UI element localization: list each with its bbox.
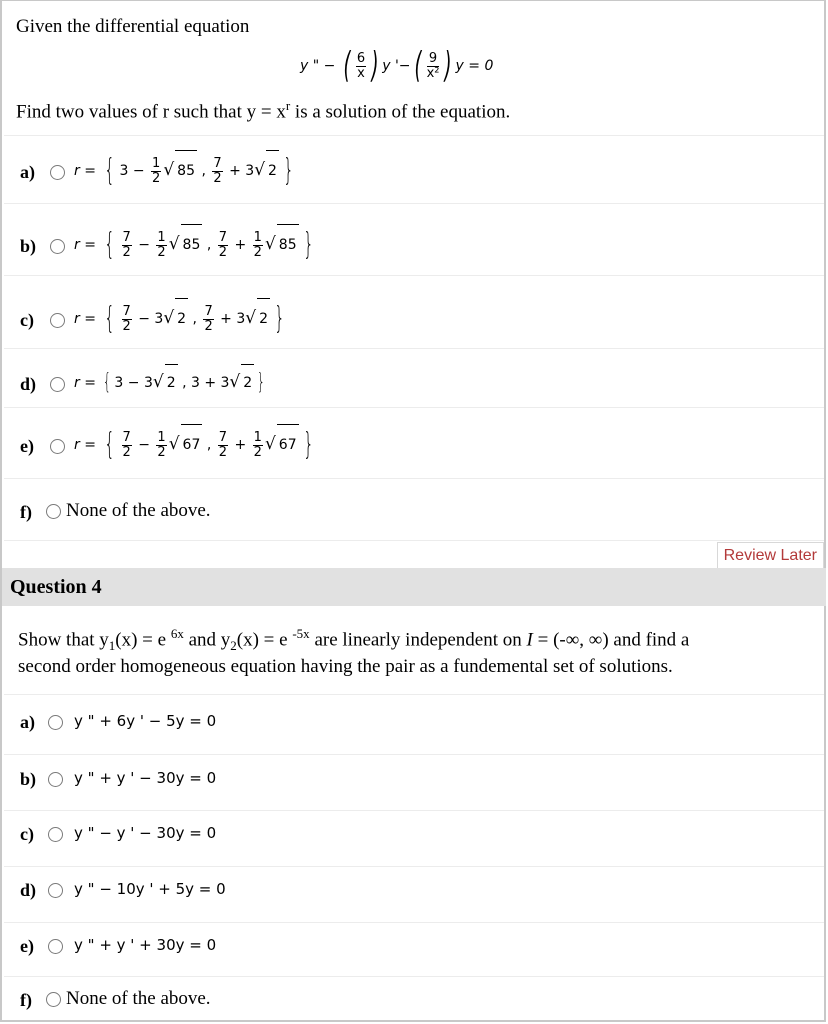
q3-option-a-radio[interactable]	[50, 165, 65, 180]
q4-option-f-radio[interactable]	[46, 992, 61, 1007]
q4-option-b-radio[interactable]	[48, 772, 63, 787]
q3-option-e-formula: r = { $\frac{7}{2}$ − $\frac{1}{2}$ √ 67 , $\frac{7}{2}$ + $\frac{1}{2}$ √ 67 }	[74, 424, 318, 464]
q4-option-b-formula: y " + y ' − 30y = 0	[74, 769, 217, 787]
q4-option-b-label: b)	[20, 769, 37, 789]
q3-prompt: Given the differential equation	[16, 16, 250, 37]
q3-option-b-radio[interactable]	[50, 239, 65, 254]
q3-equation: y " − ( $\frac{6}{x}$ ) y '−( $\frac{9}{\text{x²}}$ ) y = 0	[300, 45, 494, 86]
q3-option-a-label: a)	[20, 162, 35, 182]
q4-option-a-label: a)	[20, 712, 35, 732]
q4-option-a-radio[interactable]	[48, 715, 63, 730]
q4-option-e-label: e)	[20, 936, 34, 956]
q3-option-d-formula: r = { 3 − 3√ 2 , 3 + 3√ 2 }	[74, 364, 268, 400]
q3-option-b-label: b)	[20, 236, 37, 256]
q4-option-f-label: f)	[20, 990, 32, 1010]
q4-option-c-formula: y " − y ' − 30y = 0	[74, 824, 217, 842]
q3-option-c-radio[interactable]	[50, 313, 65, 328]
q4-prompt-line1: Show that $y_1(x) = e$ $^{6x}$ and $y_2(x) = e$ $^{-5x}$ are linearly independent on I = (-∞, ∞) and find a	[18, 626, 690, 654]
q3-option-a-formula: r = { 3 − $\frac{1}{2}$ √ 85 , $\frac{7}{2}$ + 3√ 2 }	[74, 150, 298, 190]
q4-option-f-text: None of the above.	[66, 988, 211, 1009]
q3-option-d-radio[interactable]	[50, 377, 65, 392]
q3-option-e-radio[interactable]	[50, 439, 65, 454]
question-4-header	[2, 568, 826, 606]
q3-option-d-label: d)	[20, 374, 37, 394]
review-later-button[interactable]: Review Later	[717, 542, 824, 570]
question-4-title: Question 4	[10, 576, 102, 598]
q4-option-c-label: c)	[20, 824, 34, 844]
q4-option-d-radio[interactable]	[48, 883, 63, 898]
q3-option-b-formula: r = { $\frac{7}{2}$ − $\frac{1}{2}$ √ 85 , $\frac{7}{2}$ + $\frac{1}{2}$ √ 85 }	[74, 224, 318, 264]
q4-option-d-formula: y " − 10y ' + 5y = 0	[74, 880, 226, 898]
q3-option-c-label: c)	[20, 310, 34, 330]
q4-option-e-radio[interactable]	[48, 939, 63, 954]
q3-option-f-radio[interactable]	[46, 504, 61, 519]
q3-option-f-label: f)	[20, 502, 32, 522]
q4-option-c-radio[interactable]	[48, 827, 63, 842]
q4-option-a-formula: y " + 6y ' − 5y = 0	[74, 712, 217, 730]
q4-option-e-formula: y " + y ' + 30y = 0	[74, 936, 217, 954]
q4-prompt-line2: second order homogeneous equation having the pair as a fundemental set of solutions.	[18, 656, 673, 677]
q3-option-f-text: None of the above.	[66, 500, 211, 521]
q3-option-e-label: e)	[20, 436, 34, 456]
q4-option-d-label: d)	[20, 880, 37, 900]
q3-option-c-formula: r = { $\frac{7}{2}$ − 3√ 2 , $\frac{7}{2}$ + 3√ 2 }	[74, 298, 289, 338]
q3-find-text: Find two values of r such that $y = x^r$ is a solution of the equation.	[16, 98, 511, 123]
